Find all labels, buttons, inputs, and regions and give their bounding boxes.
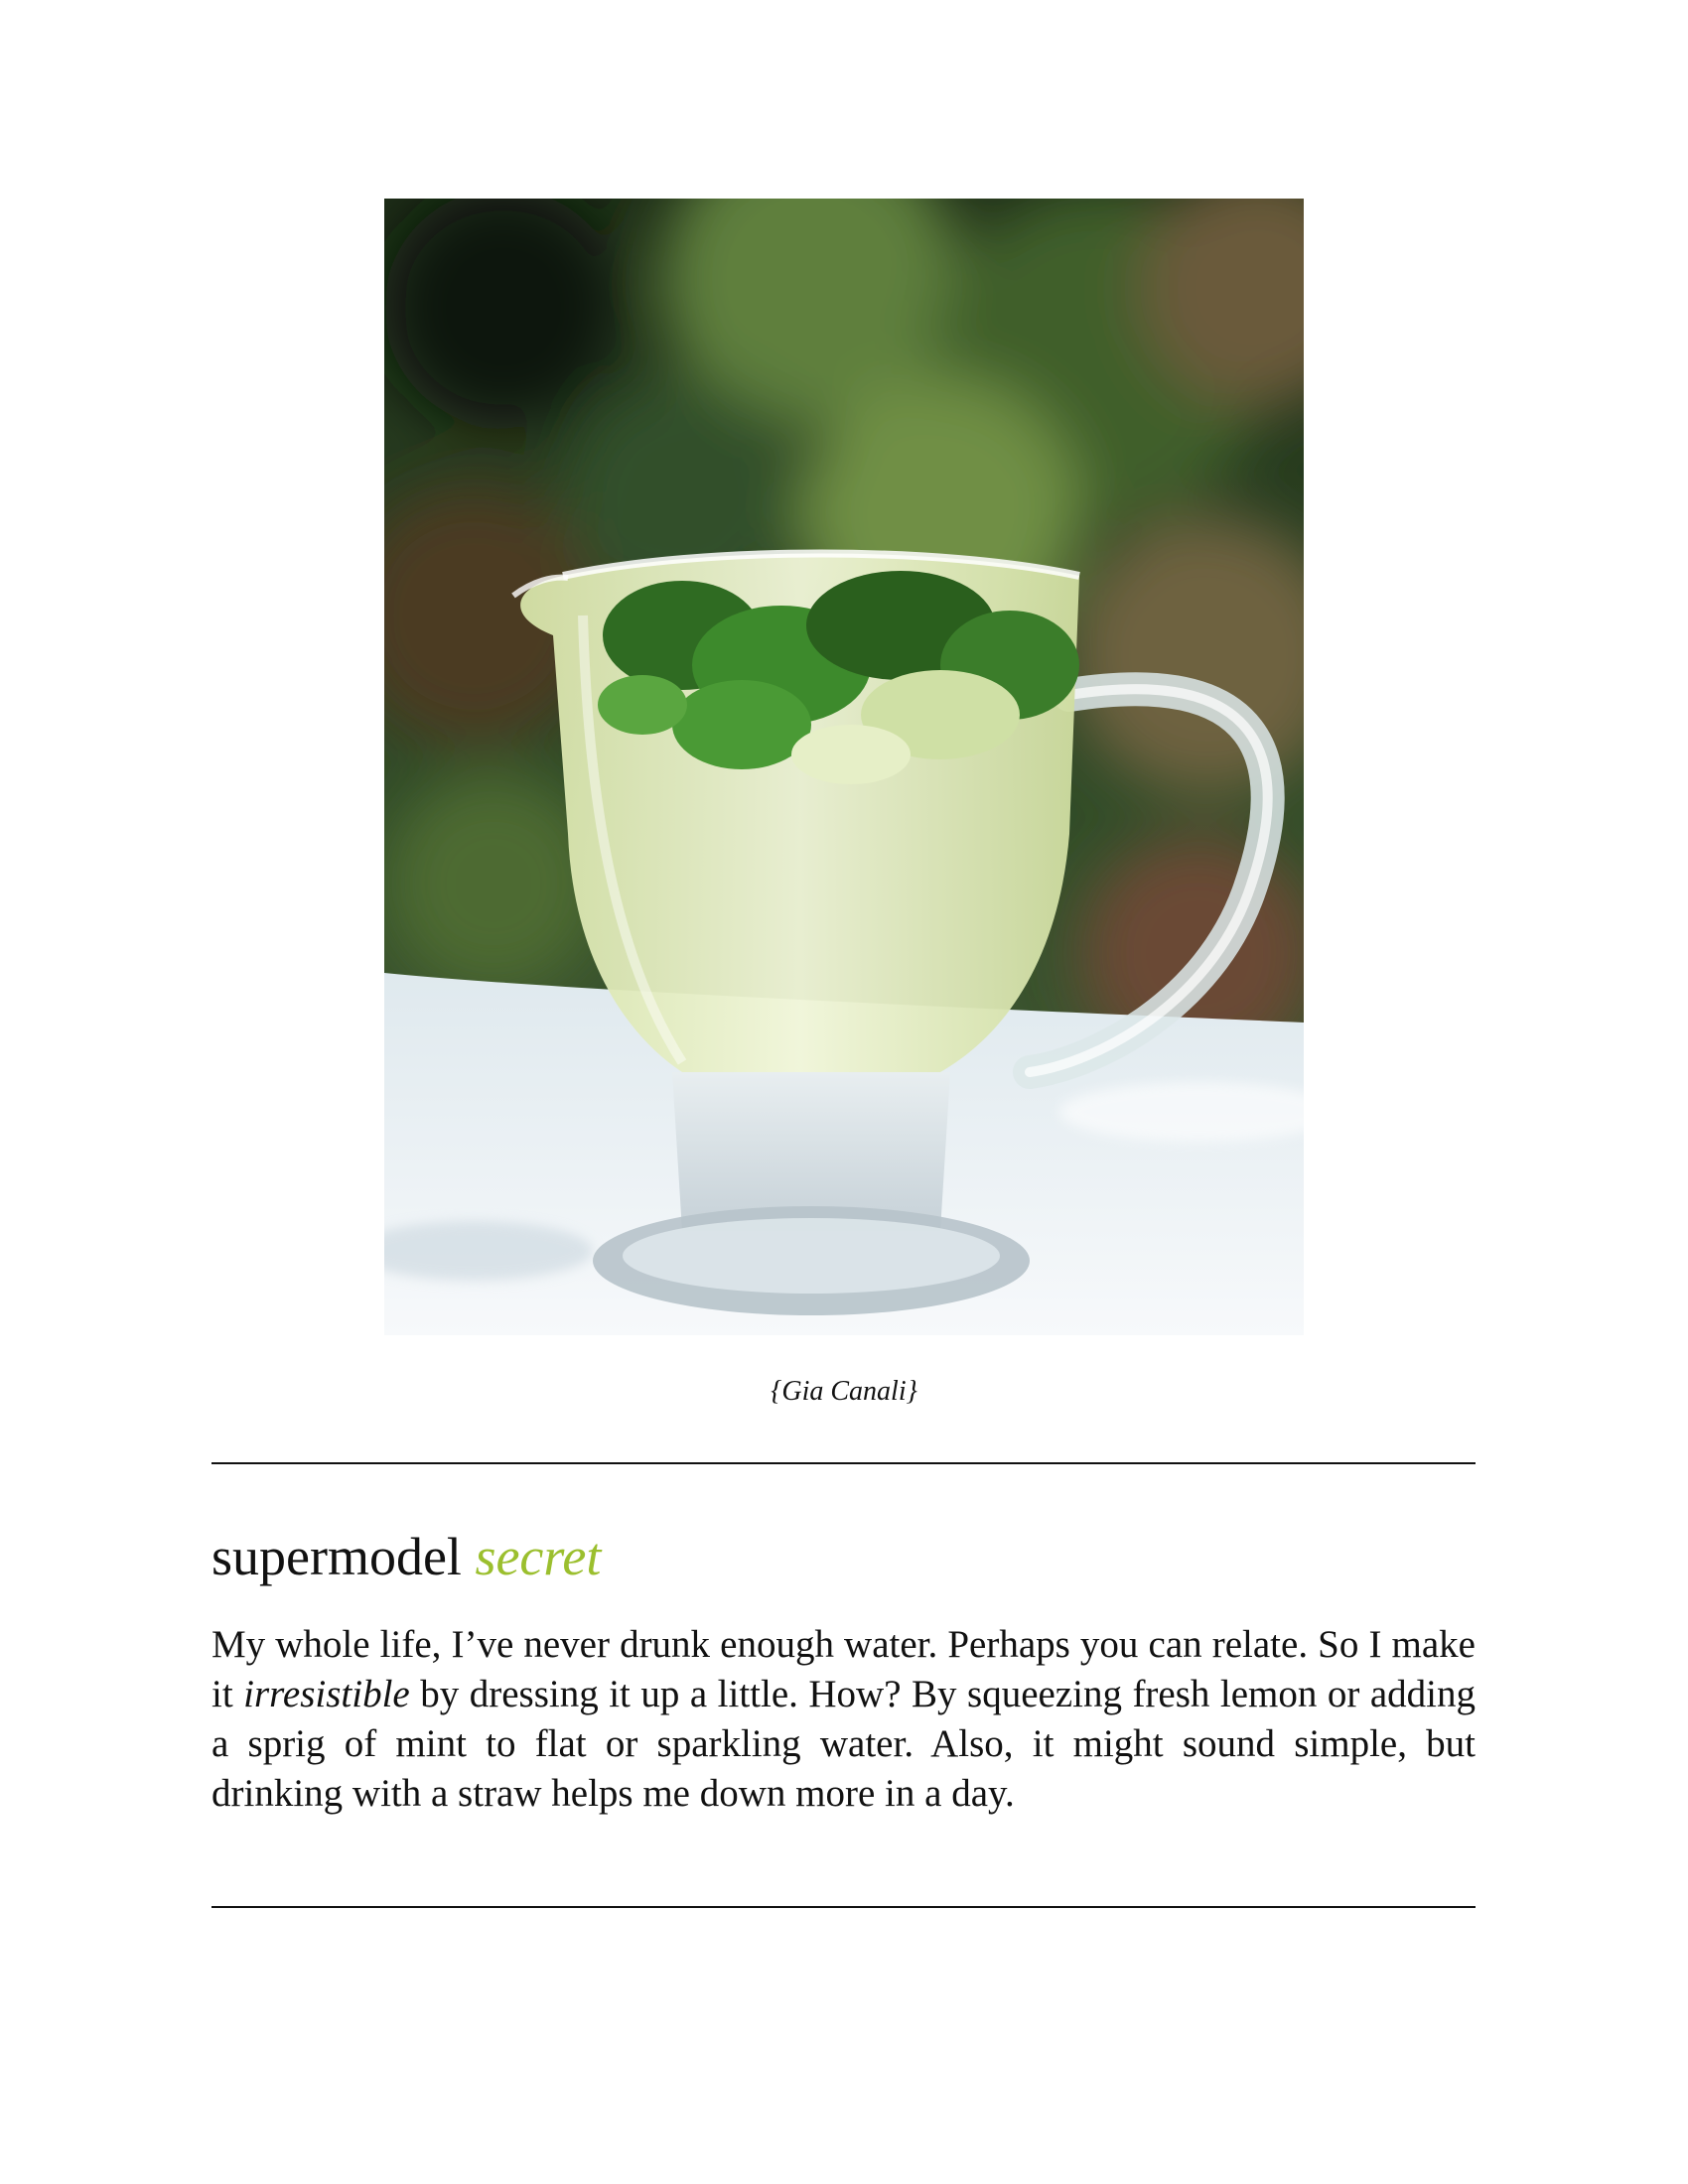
pitcher-photo-illustration <box>384 199 1304 1335</box>
divider-top <box>211 1462 1476 1464</box>
divider-bottom <box>211 1906 1476 1908</box>
section-title-accent: secret <box>475 1527 602 1586</box>
section-title-plain: supermodel <box>211 1527 462 1586</box>
body-text-emphasis: irresistible <box>243 1673 410 1715</box>
photo-credit: {Gia Canali} <box>771 1376 917 1407</box>
body-text-part2: by dressing it up a little. How? By squeezing fresh lemon or adding a sprig of mint to flat or sparkling water. Also, it might sound simple, but drinking with a straw helps me down more in a day. <box>211 1673 1476 1815</box>
pitcher-photo <box>384 199 1304 1335</box>
body-paragraph <box>211 1620 1476 1819</box>
body-text-part1: My whole life, I’ve never drunk enough water. Perhaps you can relate. So I make it <box>211 1623 1476 1715</box>
section-title <box>211 1524 601 1589</box>
